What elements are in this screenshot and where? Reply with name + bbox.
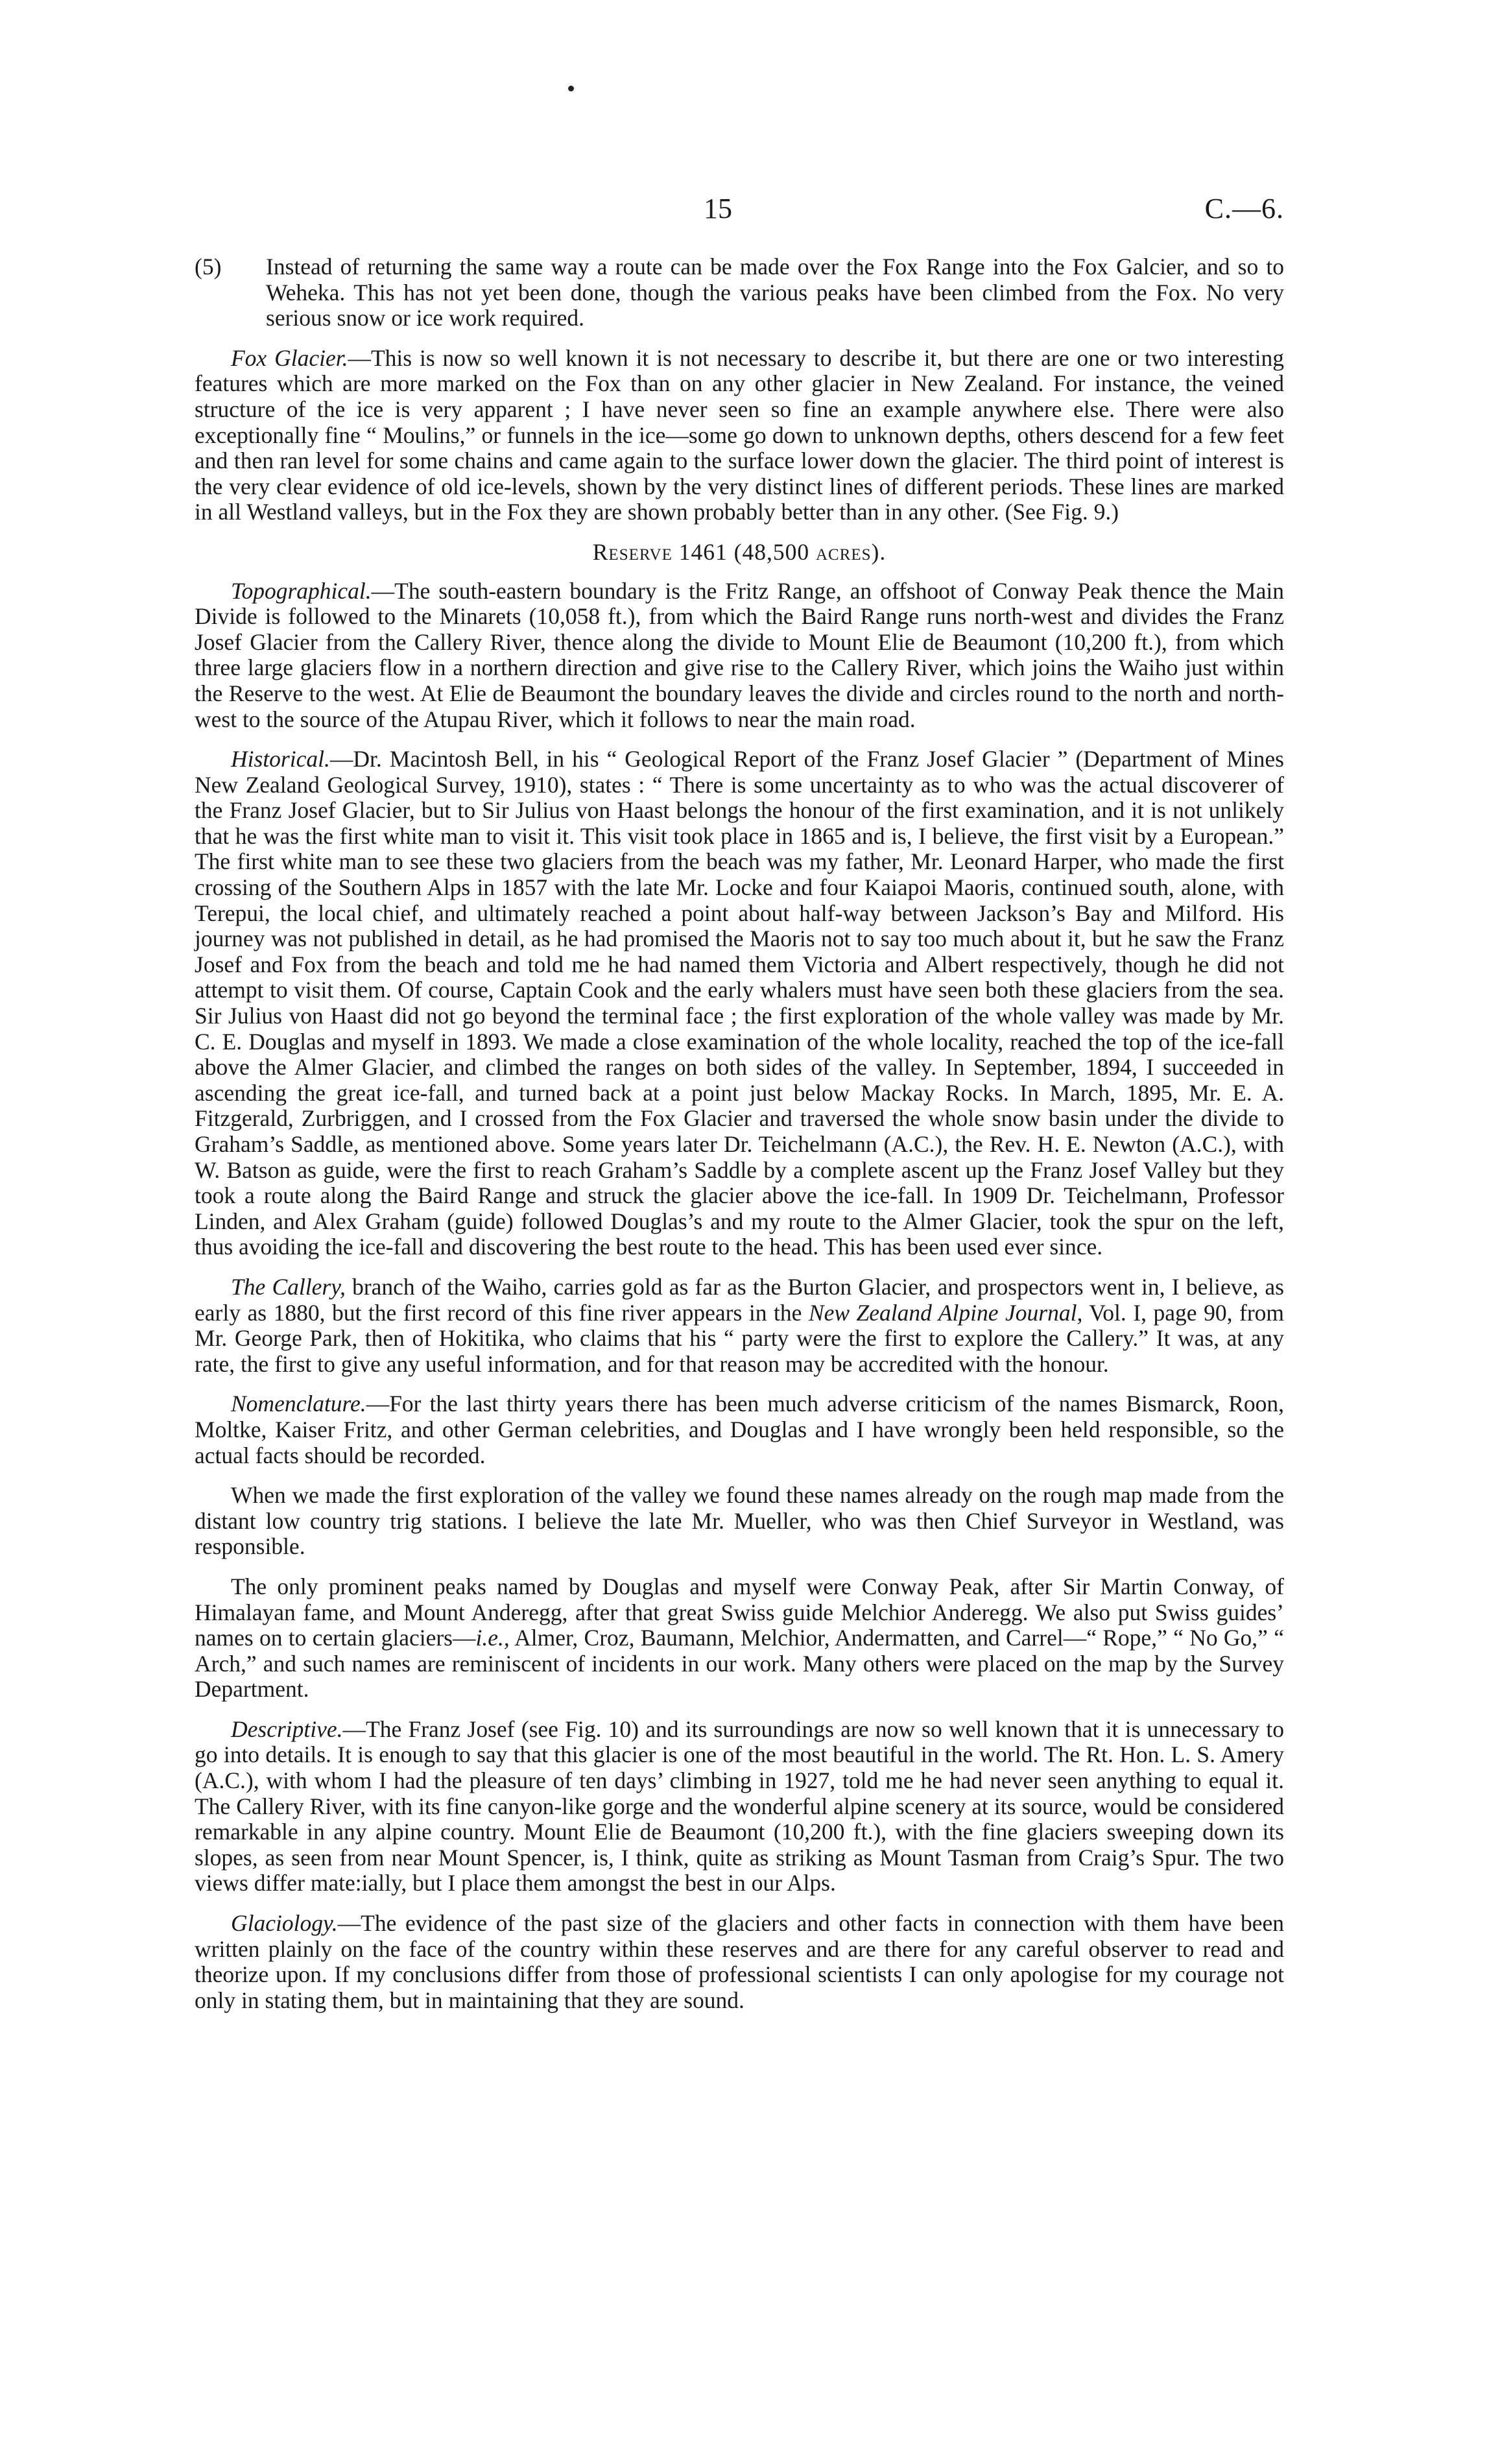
runin-heading-glaciology: Glaciology.	[231, 1910, 338, 1937]
paragraph-text: —For the last thirty years there has been much adverse criticism of the names Bismarck, Roon, Moltke, Kaiser Fritz, and other German celebrities, and Douglas and I have wrongly been held responsible, so the actual facts should be recorded.	[195, 1391, 1284, 1468]
paragraph-text: —The Franz Josef (see Fig. 10) and its surroundings are now so well known that it is unnecessary to go into details. It is enough to say that this glacier is one of the most beautiful in the world. The Rt. Hon. L. S. Amery (A.C.), with whom I had the pleasure of ten days’ climbing in 1927, told me he had never seen anything to equal it. The Callery River, with its fine canyon-like gorge and the wonderful alpine scenery at its source, would be considered remarkable in any alpine country. Mount Elie de Beaumont (10,200 ft.), with the fine glaciers sweeping down its slopes, as seen from near Mount Spencer, is, I think, quite as striking as Mount Tasman from Craig’s Spur. The two views differ mate:ially, but I place them amongst the best in our Alps.	[195, 1716, 1284, 1896]
runin-heading-historical: Historical.	[231, 746, 330, 772]
paragraph-text: —This is now so well known it is not necessary to describe it, but there are one or two interesting features which are more marked on the Fox than on any other glacier in New Zealand. For instance, the veined structure of the ice is very apparent ; I have never seen so fine an example anywhere else. There were also exceptionally fine “ Moulins,” or funnels in the ice—some go down to unknown depths, others descend for a few feet and then ran level for some chains and came again to the surface lower down the glacier. The third point of interest is the very clear evidence of old ice-levels, shown by the very distinct lines of different periods. These lines are marked in all Westland valleys, but in the Fox they are shown probably better than in any other. (See Fig. 9.)	[195, 344, 1284, 525]
document-reference: C.—6.	[1204, 193, 1284, 224]
section-heading-reserve: Reserve 1461 (48,500 acres).	[592, 538, 887, 565]
runin-heading-nomenclature: Nomenclature.	[231, 1391, 366, 1417]
paragraph-text: —The south-eastern boundary is the Fritz Range, an offshoot of Conway Peak thence the Main Divide is followed to the Minarets (10,058 ft.), from which the Baird Range runs north-west and divides the Franz Josef Glacier from the Callery River, thence along the divide to Mount Elie de Beaumont (10,200 ft.), from which three large glaciers flow in a northern direction and give rise to the Callery River, which joins the Waiho just within the Reserve to the west. At Elie de Beaumont the boundary leaves the divide and circles round to the north and north-west to the source of the Atupau River, which it follows to near the main road.	[195, 577, 1284, 732]
runin-heading-fox-glacier: Fox Glacier.	[231, 344, 348, 371]
paragraph-prominent-peaks	[195, 1574, 1284, 1703]
runin-heading-callery: The Callery,	[231, 1273, 346, 1300]
paragraph-text: The only prominent peaks named by Douglas and myself were Conway Peak, after Sir Martin Conway, of Himalayan fame, and Mount Anderegg, after that great Swiss guide Melchior Anderegg. We also put Swiss guides’ names on to certain glaciers—	[195, 1573, 1284, 1651]
journal-title: New Zealand Alpine Journal,	[808, 1299, 1083, 1326]
list-item-5	[195, 254, 1284, 331]
paragraph-topographical	[195, 579, 1284, 733]
paragraph-nomenclature	[195, 1391, 1284, 1468]
page-number: 15	[704, 193, 732, 224]
list-item-text: Instead of returning the same way a route can be made over the Fox Range into the Fox Galcier, and so to Weheka. This has not yet been done, though the various peaks have been climbed from the Fox. No very serious snow or ice work required.	[266, 254, 1284, 331]
runin-heading-topographical: Topographical.	[231, 577, 372, 604]
paragraph-historical	[195, 747, 1284, 1260]
paragraph-text: branch of the Waiho, carries gold as far as the Burton Glacier, and prospectors went in, I believe, as early as 1880, but the first record of this fine river appears in the	[195, 1273, 1284, 1326]
paragraph-text: Almer, Croz, Baumann, Melchior, Andermatten, and Carrel—“ Rope,” “ No Go,” “ Arch,” and such names are reminiscent of incidents in our work. Many others were placed on the map by the Survey Department.	[195, 1625, 1284, 1703]
body-text	[195, 254, 1284, 2027]
paragraph-descriptive	[195, 1717, 1284, 1896]
list-item-number: (5)	[195, 254, 222, 280]
page-header	[195, 192, 1284, 233]
paragraph-callery	[195, 1274, 1284, 1377]
abbreviation-ie: i.e.,	[475, 1625, 510, 1651]
paragraph-text: Vol. I, page 90, from Mr. George Park, then of Hokitika, who claims that his “ party were the first to explore the Callery.” It was, at any rate, the first to give any useful information, and for that reason may be accredited with the honour.	[195, 1299, 1284, 1377]
paragraph-glaciology	[195, 1911, 1284, 2013]
runin-heading-descriptive: Descriptive.	[231, 1716, 343, 1742]
paragraph-first-exploration: When we made the first exploration of the valley we found these names already on the rough map made from the distant low country trig stations. I believe the late Mr. Mueller, who was then Chief Surveyor in Westland, was responsible.	[195, 1482, 1284, 1560]
paragraph-fox-glacier	[195, 346, 1284, 525]
paragraph-text: —Dr. Macintosh Bell, in his “ Geological Report of the Franz Josef Glacier ” (Department of Mines New Zealand Geological Survey, 1910), states : “ There is some uncertainty as to who was the actual discoverer of the Franz Josef Glacier, but to Sir Julius von Haast belongs the honour of the first examination, and it is not unlikely that he was the first white man to visit it. This visit took place in 1865 and is, I believe, the first visit by a European.” The first white man to see these two glaciers from the beach was my father, Mr. Leonard Harper, who made the first crossing of the Southern Alps in 1857 with the late Mr. Locke and four Kaiapoi Maoris, continued south, alone, with Terepui, the local chief, and ultimately reached a point about half-way between Jackson’s Bay and Milford. His journey was not published in detail, as he had promised the Maoris not to say too much about it, but he saw the Franz Josef and Fox from the beach and told me he had named them Victoria and Albert respectively, though he did not attempt to visit them. Of course, Captain Cook and the early whalers must have seen both these glaciers from the sea. Sir Julius von Haast did not go beyond the terminal face ; the first exploration of the whole valley was made by Mr. C. E. Douglas and myself in 1893. We made a close examination of the whole locality, reached the top of the ice-fall above the Almer Glacier, and climbed the ranges on both sides of the valley. In September, 1894, I succeeded in ascending the great ice-fall, and turned back at a point just below Mackay Rocks. In March, 1895, Mr. E. A. Fitzgerald, Zurbriggen, and I crossed from the Fox Glacier and traversed the whole snow basin under the divide to Graham’s Saddle, as mentioned above. Some years later Dr. Teichelmann (A.C.), the Rev. H. E. Newton (A.C.), with W. Batson as guide, were the first to reach Graham’s Saddle by a complete ascent up the Franz Josef Valley but they took a route along the Baird Range and struck the glacier above the ice-fall. In 1909 Dr. Teichelmann, Professor Linden, and Alex Graham (guide) followed Douglas’s and my route to the Almer Glacier, took the spur on the left, thus avoiding the ice-fall and discovering the best route to the head. This has been used ever since.	[195, 746, 1284, 1260]
print-speck	[568, 86, 574, 91]
paragraph-text: —The evidence of the past size of the glaciers and other facts in connection with them have been written plainly on the face of the country within these reserves and are there for any careful observer to read and theorize upon. If my conclusions differ from those of professional scientists I can only apologise for my courage not only in stating them, but in maintaining that they are sound.	[195, 1910, 1284, 2013]
